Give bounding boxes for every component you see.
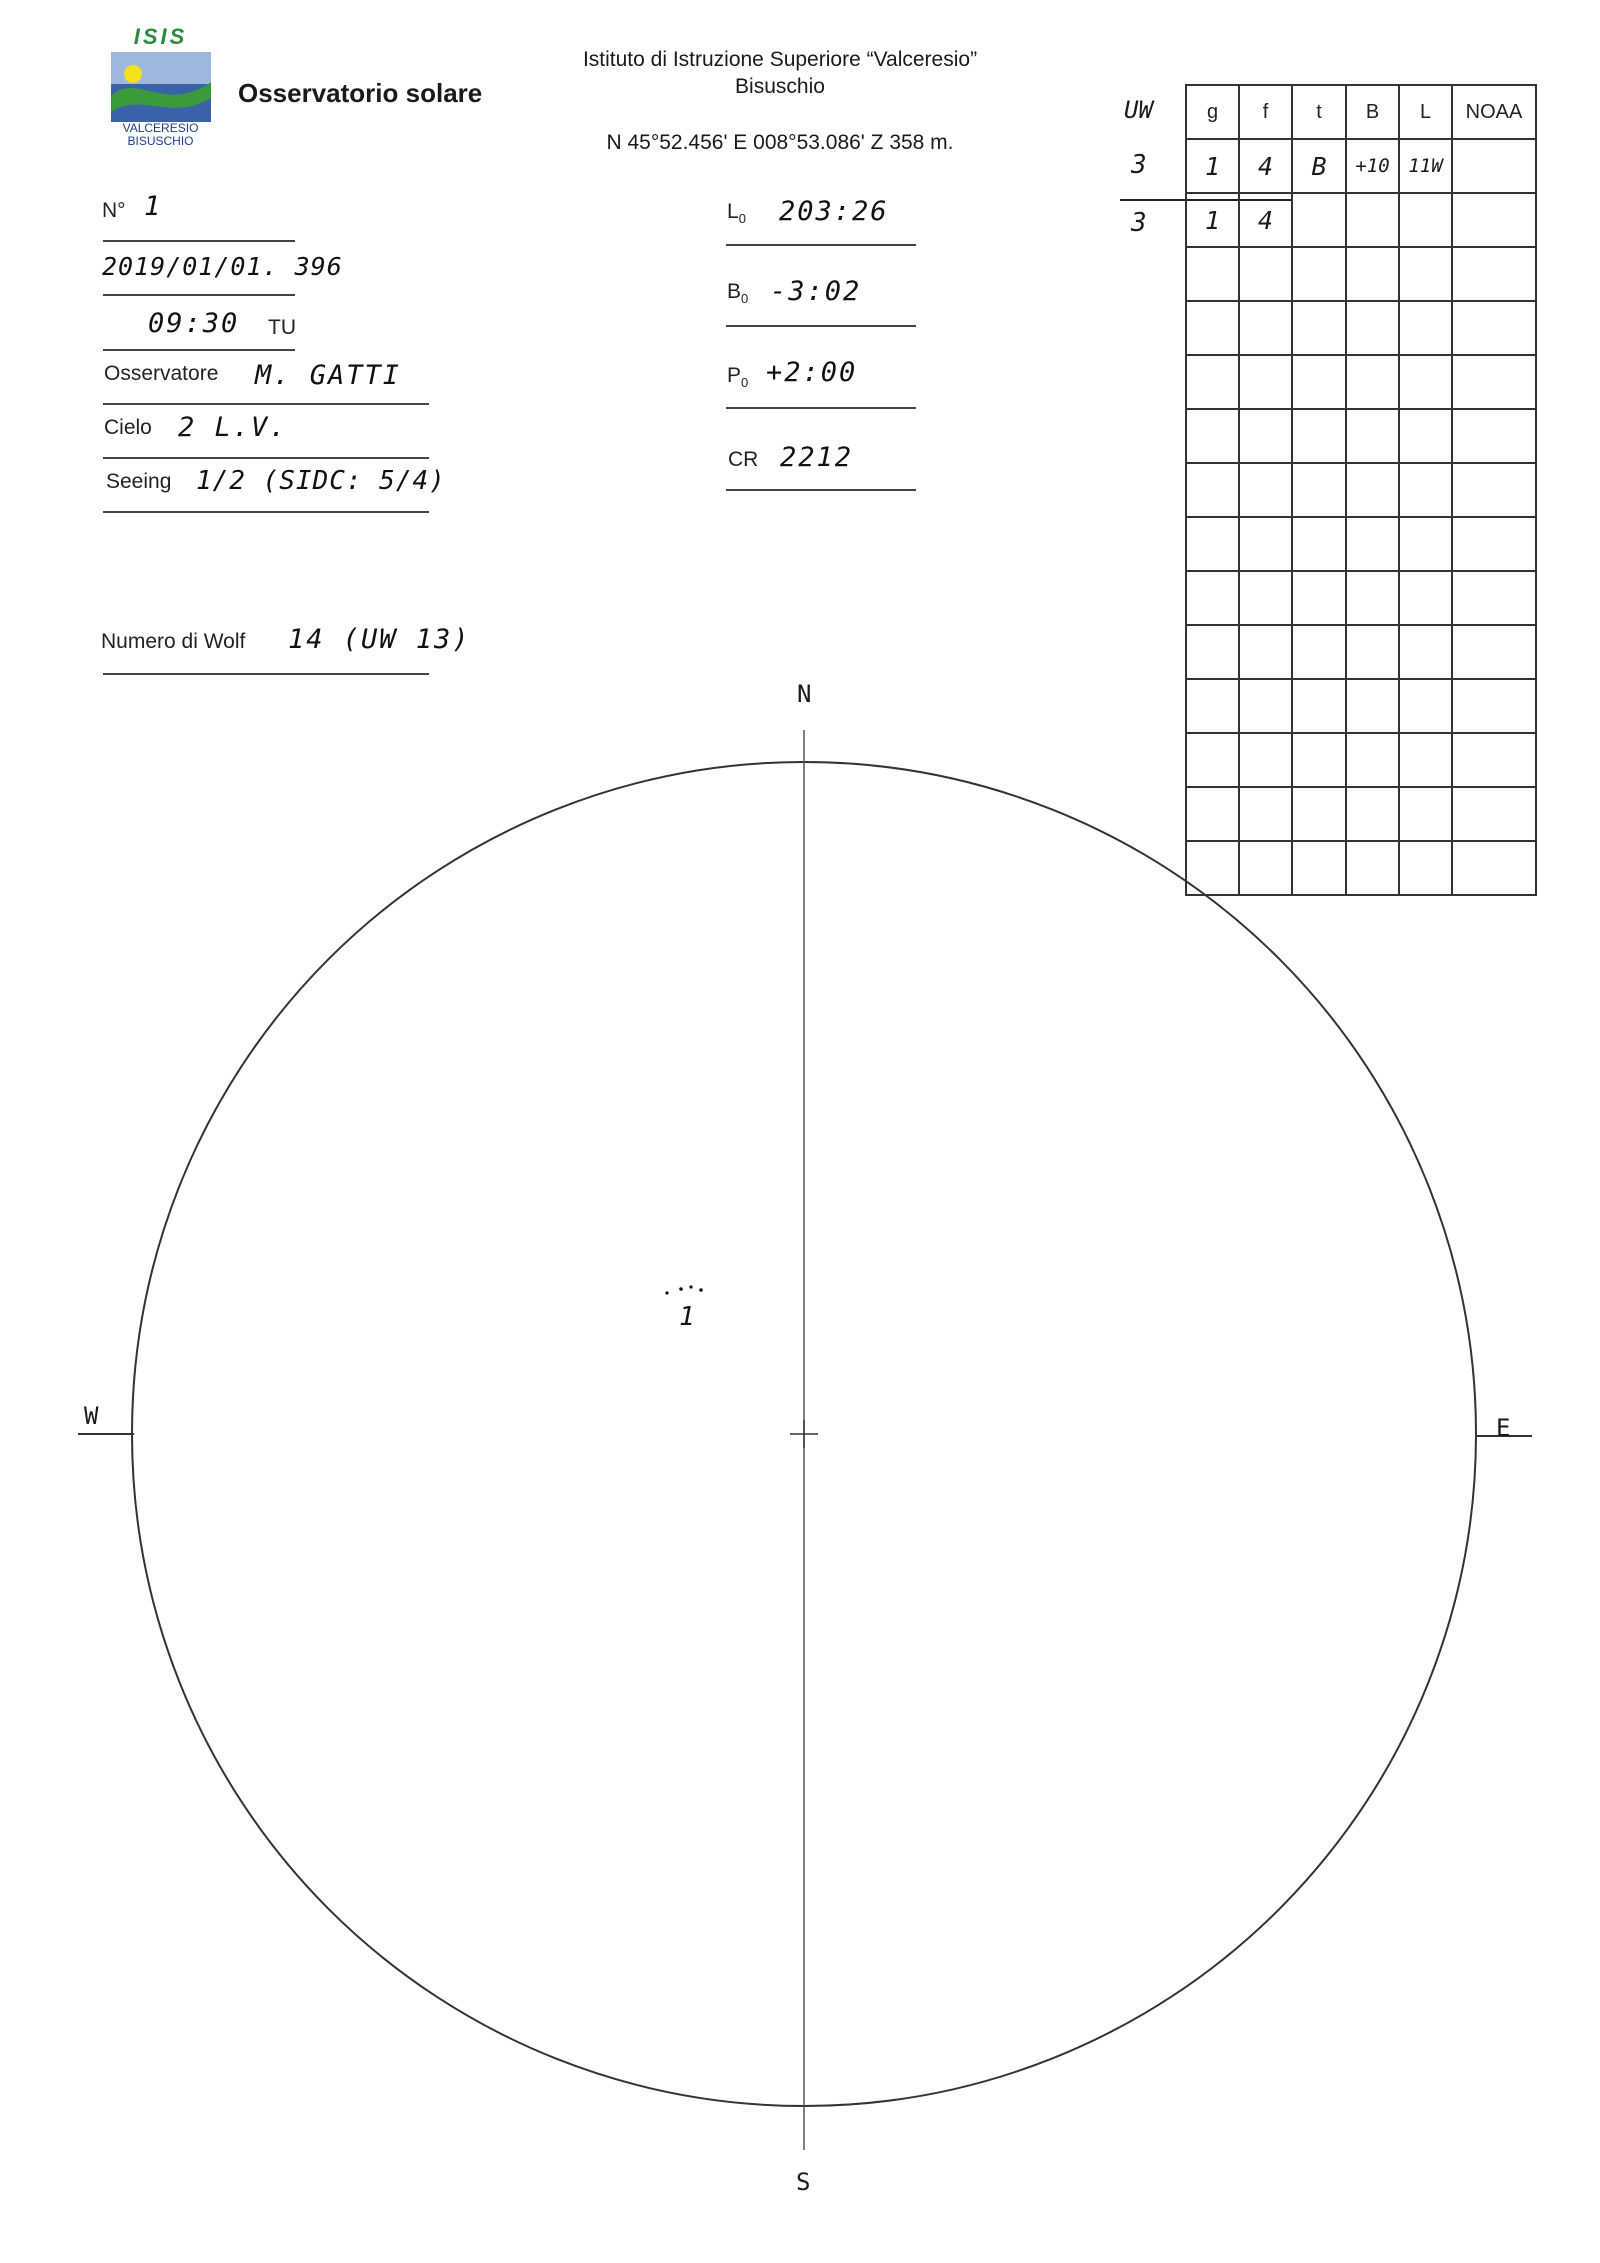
sunspot-dot [665, 1291, 668, 1294]
p0-value: +2:00 [766, 357, 858, 388]
logo-caption-1: VALCERESIO [122, 121, 199, 135]
wolf-value: 14 (UW 13) [288, 624, 471, 655]
sunspot-dot [699, 1288, 703, 1292]
observatory-title: Osservatorio solare [238, 78, 483, 108]
b0-value: -3:02 [770, 276, 862, 307]
sky-label: Cielo [104, 416, 152, 439]
cell-g: 1 [1186, 193, 1239, 247]
number-label: N° [102, 199, 126, 222]
cr-value: 2212 [780, 442, 854, 473]
observer-label: Osservatore [104, 362, 219, 385]
header-l: L [1399, 85, 1452, 139]
logo-mark: ISIS [133, 24, 188, 49]
header-t: t [1292, 85, 1346, 139]
cell-g: 1 [1186, 139, 1239, 193]
p0-label: $P_0$ [727, 364, 749, 391]
seeing-label: Seeing [106, 470, 172, 493]
wolf-label: Numero di Wolf [101, 630, 246, 653]
sunspot-group-label: 1 [679, 1302, 695, 1332]
header-g: g [1186, 85, 1239, 139]
sunspot-dot [679, 1287, 683, 1291]
header-f: f [1239, 85, 1292, 139]
sunspot-dot [689, 1285, 692, 1288]
logo-caption-2: BISUSCHIO [127, 134, 194, 148]
cell-t: B [1292, 139, 1346, 193]
institute-name: Istituto di Istruzione Superiore “Valceresio” [582, 48, 978, 71]
site-coordinates: N 45°52.456' E 008°53.086' Z 358 m. [606, 131, 954, 154]
l0-value: 203:26 [779, 196, 889, 227]
sky-value: 2 L.V. [178, 412, 288, 443]
uw-column-header: UW [1124, 96, 1153, 124]
observer-value: M. GATTI [255, 360, 402, 391]
cr-label: CR [728, 448, 759, 471]
time-value: 09:30 [148, 308, 240, 339]
header-b: B [1346, 85, 1399, 139]
header-noaa: NOAA [1452, 85, 1536, 139]
east-marker: E [1496, 1414, 1511, 1442]
uw-value-1: 3 [1131, 150, 1147, 180]
institute-town: Bisuschio [735, 75, 825, 98]
date-value: 2019/01/01. 396 [102, 252, 343, 281]
uw-value-2: 3 [1131, 208, 1147, 238]
number-value: 1 [144, 191, 163, 222]
cell-l: 11W [1399, 139, 1452, 193]
b0-label: $B_0$ [727, 280, 749, 307]
l0-label: $L_0$ [727, 200, 746, 227]
south-marker: S [796, 2168, 811, 2196]
time-unit: TU [268, 316, 296, 339]
seeing-value: 1/2 (SIDC: 5/4) [196, 466, 446, 496]
west-marker: W [84, 1402, 99, 1430]
cell-f: 4 [1239, 193, 1292, 247]
cell-f: 4 [1239, 139, 1292, 193]
cell-b: +10 [1346, 139, 1399, 193]
north-marker: N [797, 680, 812, 708]
